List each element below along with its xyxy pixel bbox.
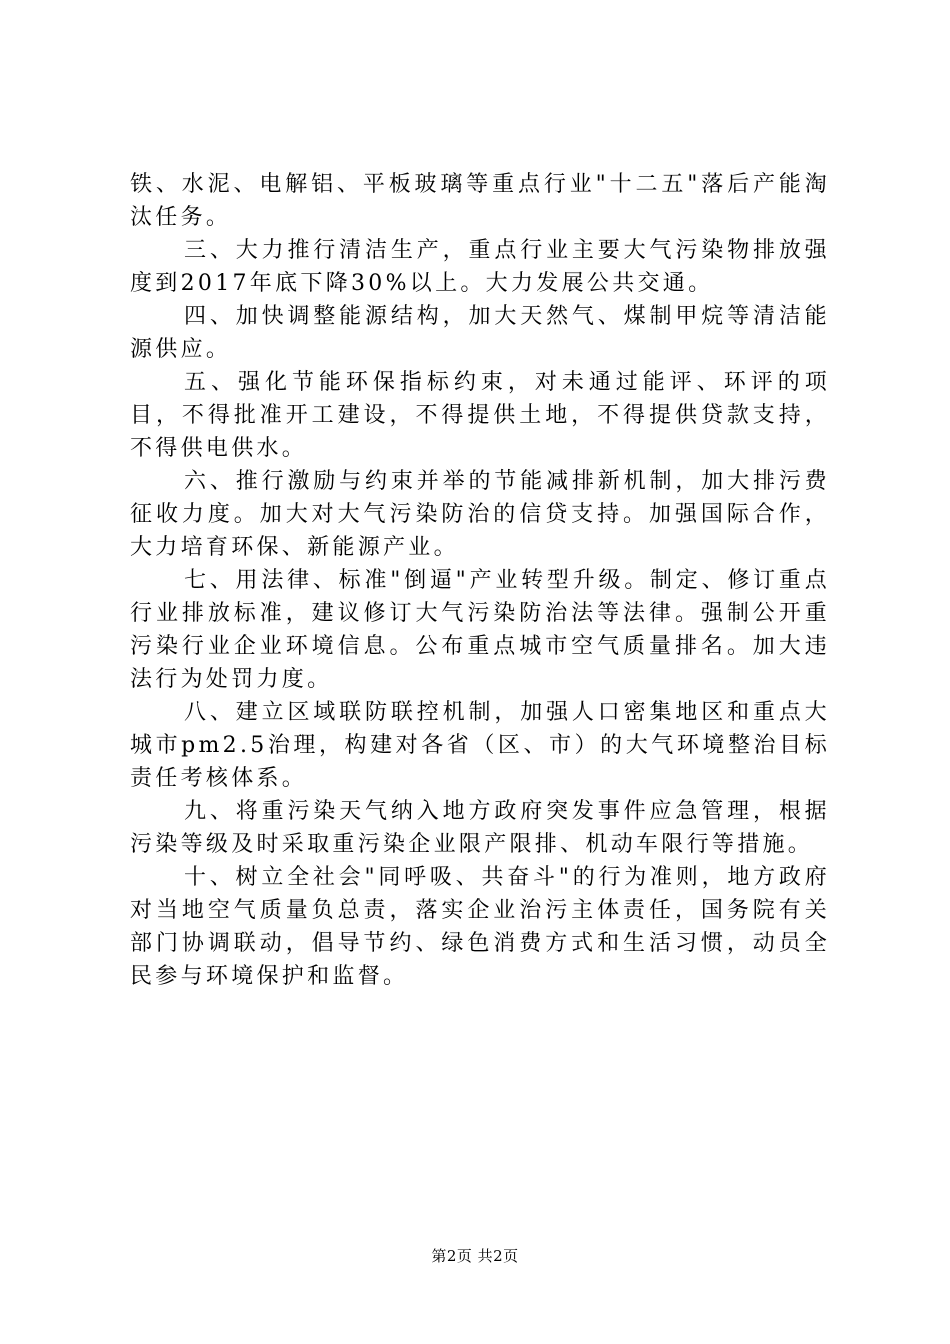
page-number-footer: 第2页 共2页	[431, 1247, 519, 1265]
paragraph-item-8: 八、建立区域联防联控机制，加强人口密集地区和重点大城市pm2.5治理，构建对各省（区、市）的大气环境整治目标责任考核体系。	[130, 700, 830, 791]
paragraph-item-7: 七、用法律、标准"倒逼"产业转型升级。制定、修订重点行业排放标准，建议修订大气污染防治法等法律。强制公开重污染行业企业环境信息。公布重点城市空气质量排名。加大违法行为处罚力度。	[130, 568, 830, 692]
paragraph-item-3: 三、大力推行清洁生产，重点行业主要大气污染物排放强度到2017年底下降30%以上。大力发展公共交通。	[130, 238, 830, 296]
paragraph-item-6: 六、推行激励与约束并举的节能减排新机制，加大排污费征收力度。加大对大气污染防治的信贷支持。加强国际合作，大力培育环保、新能源产业。	[130, 469, 830, 560]
paragraph-item-9: 九、将重污染天气纳入地方政府突发事件应急管理，根据污染等级及时采取重污染企业限产限排、机动车限行等措施。	[130, 799, 830, 857]
paragraph-item-4: 四、加快调整能源结构，加大天然气、煤制甲烷等清洁能源供应。	[130, 304, 830, 362]
paragraph-item-5: 五、强化节能环保指标约束，对未通过能评、环评的项目，不得批准开工建设，不得提供土地，不得提供贷款支持，不得供电供水。	[130, 370, 830, 461]
document-body	[130, 168, 830, 993]
paragraph-continuation: 铁、水泥、电解铝、平板玻璃等重点行业"十二五"落后产能淘汰任务。	[130, 172, 830, 230]
paragraph-item-10: 十、树立全社会"同呼吸、共奋斗"的行为准则，地方政府对当地空气质量负总责，落实企业治污主体责任，国务院有关部门协调联动，倡导节约、绿色消费方式和生活习惯，动员全民参与环境保护和监督。	[130, 865, 830, 989]
